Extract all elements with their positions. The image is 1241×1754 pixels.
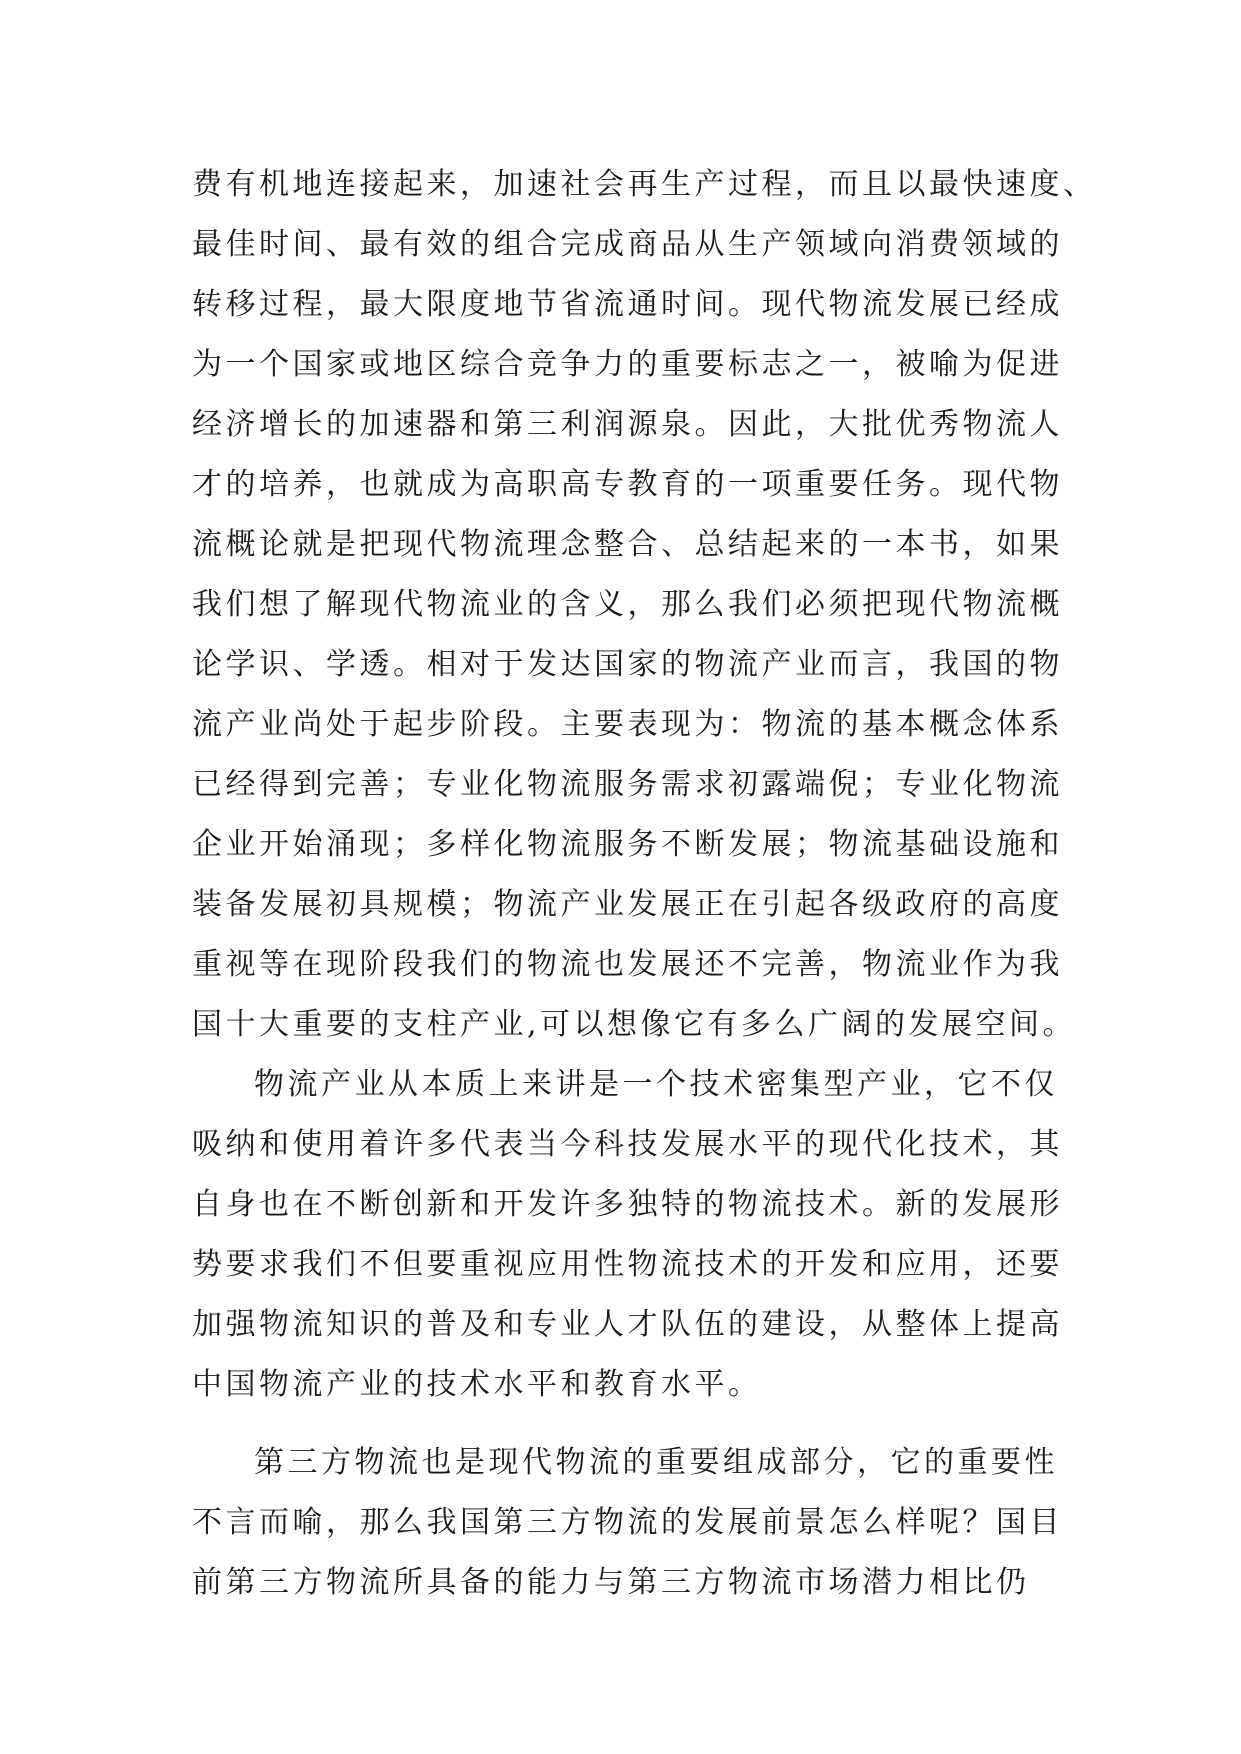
text-line: 装备发展初具规模；物流产业发展正在引起各级政府的高度 [192, 887, 1063, 922]
text-line: 转移过程，最大限度地节省流通时间。现代物流发展已经成 [192, 287, 1063, 322]
text-line: 经济增长的加速器和第三利润源泉。因此，大批优秀物流人 [192, 407, 1063, 442]
text-line: 前第三方物流所具备的能力与第三方物流市场潜力相比仍 [192, 1565, 1030, 1600]
text-line: 国十大重要的支柱产业,可以想像它有多么广阔的发展空间。 [192, 1007, 1077, 1042]
text-line: 最佳时间、最有效的组合完成商品从生产领域向消费领域的 [192, 227, 1063, 262]
text-line: 第三方物流也是现代物流的重要组成部分，它的重要性 [254, 1445, 1058, 1480]
text-line: 流产业尚处于起步阶段。主要表现为：物流的基本概念体系 [192, 707, 1063, 742]
text-line: 吸纳和使用着许多代表当今科技发展水平的现代化技术，其 [192, 1127, 1063, 1162]
text-line: 论学识、学透。相对于发达国家的物流产业而言，我国的物 [192, 647, 1063, 682]
text-line: 我们想了解现代物流业的含义，那么我们必须把现代物流概 [192, 587, 1063, 622]
text-line: 已经得到完善；专业化物流服务需求初露端倪；专业化物流 [192, 767, 1063, 802]
text-line: 费有机地连接起来，加速社会再生产过程，而且以最快速度、 [192, 167, 1097, 202]
text-line: 重视等在现阶段我们的物流也发展还不完善，物流业作为我 [192, 947, 1063, 982]
text-line: 不言而喻，那么我国第三方物流的发展前景怎么样呢？国目 [192, 1505, 1063, 1540]
text-line: 加强物流知识的普及和专业人才队伍的建设，从整体上提高 [192, 1307, 1063, 1342]
text-line: 企业开始涌现；多样化物流服务不断发展；物流基础设施和 [192, 827, 1063, 862]
text-line: 流概论就是把现代物流理念整合、总结起来的一本书，如果 [192, 527, 1063, 562]
text-line: 势要求我们不但要重视应用性物流技术的开发和应用，还要 [192, 1247, 1063, 1282]
text-line: 自身也在不断创新和开发许多独特的物流技术。新的发展形 [192, 1187, 1063, 1222]
body-text [192, 155, 1097, 1613]
text-line: 为一个国家或地区综合竞争力的重要标志之一，被喻为促进 [192, 347, 1063, 382]
text-line: 才的培养，也就成为高职高专教育的一项重要任务。现代物 [192, 467, 1063, 502]
text-line: 中国物流产业的技术水平和教育水平。 [192, 1367, 762, 1402]
text-line: 物流产业从本质上来讲是一个技术密集型产业，它不仅 [254, 1067, 1058, 1102]
